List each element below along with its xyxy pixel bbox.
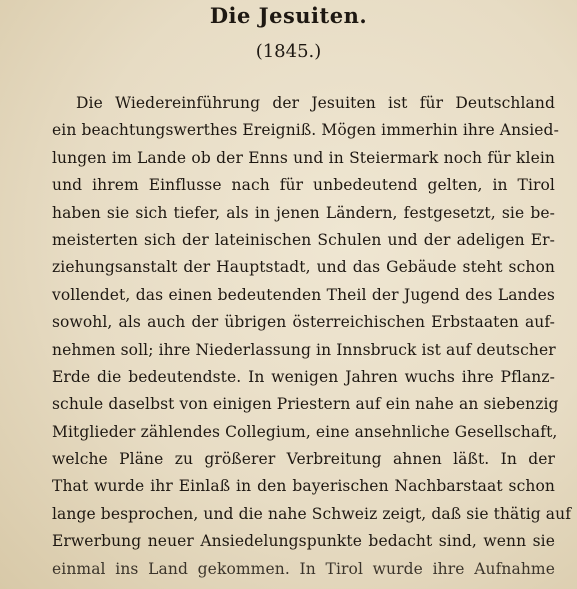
text-line: meisterten sich der lateinischen Schulen und der adeligen Er- <box>52 230 555 249</box>
text-line: ein beachtungswerthes Ereigniß. Mögen immerhin ihre Ansied- <box>52 121 559 140</box>
text-line: Erde die bedeutendste. In wenigen Jahren wuchs ihre Pflanz- <box>52 367 555 386</box>
body-paragraph <box>52 90 572 583</box>
text-line: schule daselbst von einigen Priestern auf ein nahe an siebenzig <box>52 395 559 414</box>
text-line: lungen im Lande ob der Enns und in Steiermark noch für klein <box>52 148 555 167</box>
text-line: lange besprochen, und die nahe Schweiz zeigt, daß sie thätig auf <box>52 504 572 523</box>
text-line: Erwerbung neuer Ansiedelungspunkte bedacht sind, wenn sie <box>52 532 555 551</box>
text-line: Die Wiedereinführung der Jesuiten ist für Deutschland <box>76 94 555 112</box>
text-line: Mitglieder zählendes Collegium, eine ansehnliche Gesellschaft, <box>52 422 558 441</box>
text-line: haben sie sich tiefer, als in jenen Ländern, festgesetzt, sie be- <box>52 203 555 222</box>
text-line: welche Pläne zu größerer Verbreitung ahnen läßt. In der <box>52 450 555 469</box>
text-line: vollendet, das einen bedeutenden Theil der Jugend des Landes <box>52 285 555 304</box>
text-line: nehmen soll; ihre Niederlassung in Innsbruck ist auf deutscher <box>52 340 556 359</box>
text-line: That wurde ihr Einlaß in den bayerischen Nachbarstaat schon <box>52 477 555 496</box>
text-line: und ihrem Einflusse nach für unbedeutend gelten, in Tirol <box>52 176 555 195</box>
text-line: sowohl, als auch der übrigen österreichischen Erbstaaten auf- <box>52 313 555 332</box>
text-line: einmal ins Land gekommen. In Tirol wurde ihre Aufnahme <box>52 559 555 578</box>
text-line: ziehungsanstalt der Hauptstadt, und das Gebäude steht schon <box>52 258 555 277</box>
chapter-year: (1845.) <box>255 41 322 62</box>
chapter-title: Die Jesuiten. <box>209 3 368 28</box>
